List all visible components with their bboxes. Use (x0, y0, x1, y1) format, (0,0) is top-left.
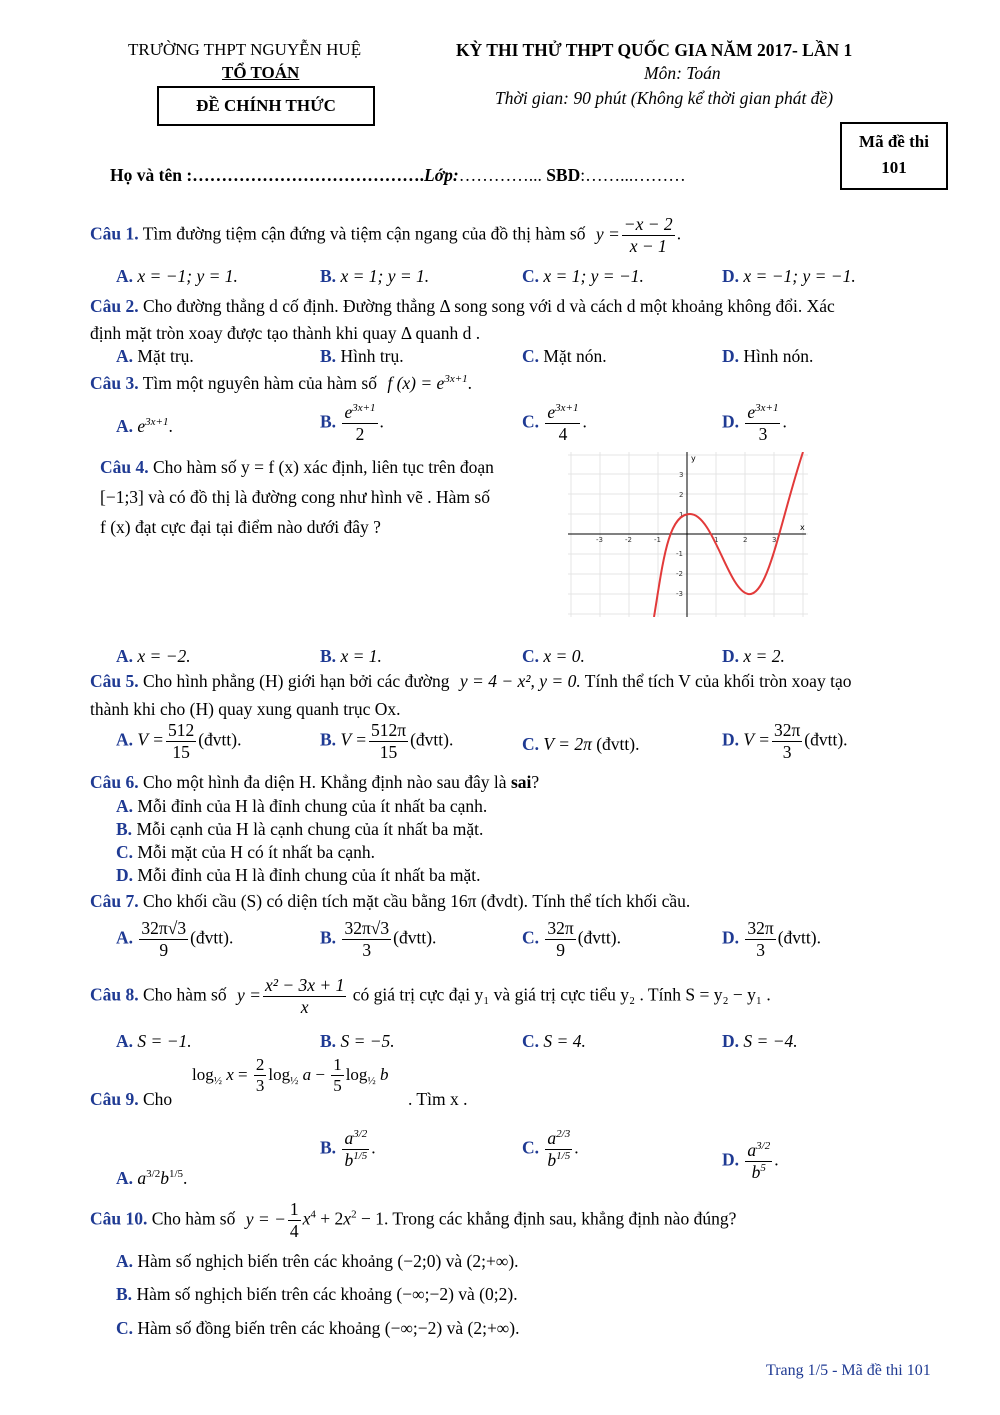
question-4: Câu 4. Cho hàm số y = f (x) xác định, liên tục trên đoạn (100, 457, 494, 477)
q1-option-b[interactable]: B. x = 1; y = 1. (320, 266, 430, 286)
q4-xtick-6: 3 (772, 536, 777, 544)
question-10: Câu 10. Cho hàm số y = − $\frac{1}{4}$ $x^4 + 2x^2 - 1$. Trong các khẳng định sau, khẳng định nào đúng? (90, 1199, 737, 1241)
q8-option-b[interactable]: B. S = −5. (320, 1031, 395, 1051)
q9-tail: . Tìm x . (408, 1089, 468, 1109)
q5-option-d[interactable]: D. V = $\frac{32\pi}{3}$ (đvtt). (722, 720, 848, 762)
q4-graph-y-label: y (691, 454, 696, 463)
q2-option-b[interactable]: B. Hình trụ. (320, 346, 404, 366)
q5-option-c[interactable]: C. V = 2π (đvtt). (522, 734, 640, 754)
q4-ytick-4: -1 (676, 550, 683, 558)
q2-option-c[interactable]: C. Mặt nón. (522, 346, 607, 366)
exam-code-label: Mã đề thi (859, 132, 929, 151)
department: TỔ TOÁN (222, 63, 300, 82)
exam-code: 101 (881, 158, 907, 177)
q1-text: Tìm đường tiệm cận đứng và tiệm cận ngang của đồ thị hàm số (142, 223, 586, 244)
question-1: Câu 1. Tìm đường tiệm cận đứng và tiệm cận ngang của đồ thị hàm số y = $\frac{-x - 2}{x - 1}$ . (90, 214, 682, 256)
sbd-field: :……...……… (580, 165, 686, 185)
question-4-line2: [−1;3] và có đồ thị là đường cong như hình vẽ . Hàm số (100, 487, 490, 507)
q7-option-d[interactable]: D. $\frac{32\pi}{3}$ (đvtt). (722, 918, 821, 960)
question-6: Câu 6. Cho một hình đa diện H. Khẳng định nào sau đây là sai? (90, 772, 540, 792)
q3-option-c[interactable]: C. $\frac{e^{3x+1}}{4}$ . (522, 402, 587, 444)
q1-fraction: $\frac{-x - 2}{x - 1}$ (623, 214, 673, 256)
q6-option-d[interactable]: D. Mỗi đỉnh của H là đỉnh chung của ít nhất ba mặt. (116, 865, 481, 885)
page-footer: Trang 1/5 - Mã đề thi 101 (766, 1362, 931, 1379)
q9-option-b[interactable]: B. $\frac{a^{3/2}}{b^{1/5}}$ . (320, 1128, 376, 1170)
q3-option-b[interactable]: B. $\frac{e^{3x+1}}{2}$ . (320, 402, 384, 444)
q4-xtick-4: 1 (714, 536, 719, 544)
sbd-label: SBD (546, 165, 581, 185)
q7-option-b[interactable]: B. $\frac{32\pi√3}{3}$ (đvtt). (320, 918, 437, 960)
q3-option-a[interactable]: A. $e^{3x+1}$. (116, 416, 173, 436)
question-3: Câu 3. Tìm một nguyên hàm của hàm số f $(x) = e^{3x+1}$. (90, 373, 473, 393)
question-5-line2: thành khi cho (H) quay xung quanh trục Ox. (90, 699, 401, 719)
q9-option-d[interactable]: D. $\frac{a^{3/2}}{b^5}$ . (722, 1140, 779, 1182)
class-field: …………... (458, 165, 547, 185)
q1-label: Câu 1. (90, 223, 139, 244)
q10-option-b[interactable]: B. Hàm số nghịch biến trên các khoảng (−∞;−2) và (0;2). (116, 1284, 518, 1304)
q4-option-d[interactable]: D. x = 2. (722, 646, 785, 666)
question-7: Câu 7. Cho khối cầu (S) có diện tích mặt cầu bằng 16π (đvdt). Tính thể tích khối cầu. (90, 891, 691, 911)
exam-title: KỲ THI THỬ THPT QUỐC GIA NĂM 2017- LẦN 1 (456, 40, 853, 60)
q3-option-d[interactable]: D. $\frac{e^{3x+1}}{3}$ . (722, 402, 787, 444)
q4-ytick-5: -2 (676, 570, 683, 578)
q4-xtick-5: 2 (743, 536, 748, 544)
q1-option-c[interactable]: C. x = 1; y = −1. (522, 266, 644, 286)
q9-equation: $\log_{\frac{1}{2}} x$ = $\frac{2}{3}$ $\log_{\frac{1}{2}} a$ − $\frac{1}{5}$ $\log_{\frac{1}{2}} b$ (192, 1055, 389, 1096)
q4-option-b[interactable]: B. x = 1. (320, 646, 382, 666)
q4-ytick-1: 3 (679, 471, 684, 479)
question-4-line3: f (x) đạt cực đại tại điểm nào dưới đây ? (100, 517, 381, 537)
class-label: Lớp: (424, 165, 459, 185)
q10-option-a[interactable]: A. Hàm số nghịch biến trên các khoảng (−2;0) và (2;+∞). (116, 1251, 519, 1271)
official-box (157, 86, 375, 126)
q6-option-b[interactable]: B. Mỗi cạnh của H là cạnh chung của ít nhất ba mặt. (116, 819, 484, 839)
question-5: Câu 5. Cho hình phẳng (H) giới hạn bởi các đường y = 4 − x², y = 0. Tính thể tích V của khối tròn xoay tạo (90, 671, 852, 691)
q1-option-d[interactable]: D. x = −1; y = −1. (722, 266, 856, 286)
q4-option-a[interactable]: A. x = −2. (116, 646, 191, 666)
question-2-line2: định mặt tròn xoay được tạo thành khi quay Δ quanh d . (90, 323, 481, 343)
q4-xtick-1: -3 (596, 536, 603, 544)
q1-option-a[interactable]: A. x = −1; y = 1. (116, 266, 238, 286)
q4-ytick-6: -3 (676, 590, 683, 598)
q4-xtick-3: -1 (654, 536, 661, 544)
exam-time: Thời gian: 90 phút (Không kể thời gian phát đề) (495, 88, 834, 108)
question-2: Câu 2. Cho đường thẳng d cố định. Đường thẳng Δ song song với d và cách d một khoảng không đổi. Xác (90, 296, 835, 316)
q4-xtick-2: -2 (625, 536, 632, 544)
official-label: ĐỀ CHÍNH THỨC (196, 96, 336, 115)
question-9: Câu 9. Cho (90, 1089, 173, 1109)
student-info (110, 165, 686, 186)
q9-option-a[interactable]: A. $a^{3/2}b^{1/5}$. (116, 1168, 188, 1188)
q4-graph (568, 452, 808, 617)
q10-option-c[interactable]: C. Hàm số đồng biến trên các khoảng (−∞;−2) và (2;+∞). (116, 1318, 520, 1338)
q2-option-a[interactable]: A. Mặt trụ. (116, 346, 194, 366)
school-name: TRƯỜNG THPT NGUYỄN HUỆ (128, 40, 362, 59)
q8-option-d[interactable]: D. S = −4. (722, 1031, 798, 1051)
q4-ytick-2: 2 (679, 491, 684, 499)
question-8: Câu 8. Cho hàm số y = $\frac{\text{x² − 3x + 1}}{x}$ có giá trị cực đại y₁ và giá trị cực tiểu y₂ . Tính S = y₂ − y₁ . (90, 975, 771, 1017)
q4-ytick-3: 1 (679, 511, 684, 519)
q9-option-c[interactable]: C. $\frac{a^{2/3}}{b^{1/5}}$ . (522, 1128, 579, 1170)
exam-code-box (840, 122, 948, 190)
q8-option-a[interactable]: A. S = −1. (116, 1031, 192, 1051)
name-field: Họ và tên :…………………………………. (110, 165, 425, 185)
q5-option-b[interactable]: B. V = $\frac{512\pi}{15}$ (đvtt). (320, 720, 454, 762)
q2-option-d[interactable]: D. Hình nón. (722, 346, 814, 366)
subject: Môn: Toán (644, 63, 721, 83)
q6-option-c[interactable]: C. Mỗi mặt của H có ít nhất ba cạnh. (116, 842, 376, 862)
q4-graph-x-label: x (800, 523, 805, 532)
q4-option-c[interactable]: C. x = 0. (522, 646, 585, 666)
q5-option-a[interactable]: A. V = $\frac{512}{15}$ (đvtt). (116, 720, 242, 762)
q6-option-a[interactable]: A. Mỗi đỉnh của H là đỉnh chung của ít nhất ba cạnh. (116, 796, 488, 816)
q7-option-a[interactable]: A. $\frac{32\pi√3}{9}$ (đvtt). (116, 918, 234, 960)
q7-option-c[interactable]: C. $\frac{32\pi}{9}$ (đvtt). (522, 918, 621, 960)
q8-option-c[interactable]: C. S = 4. (522, 1031, 586, 1051)
